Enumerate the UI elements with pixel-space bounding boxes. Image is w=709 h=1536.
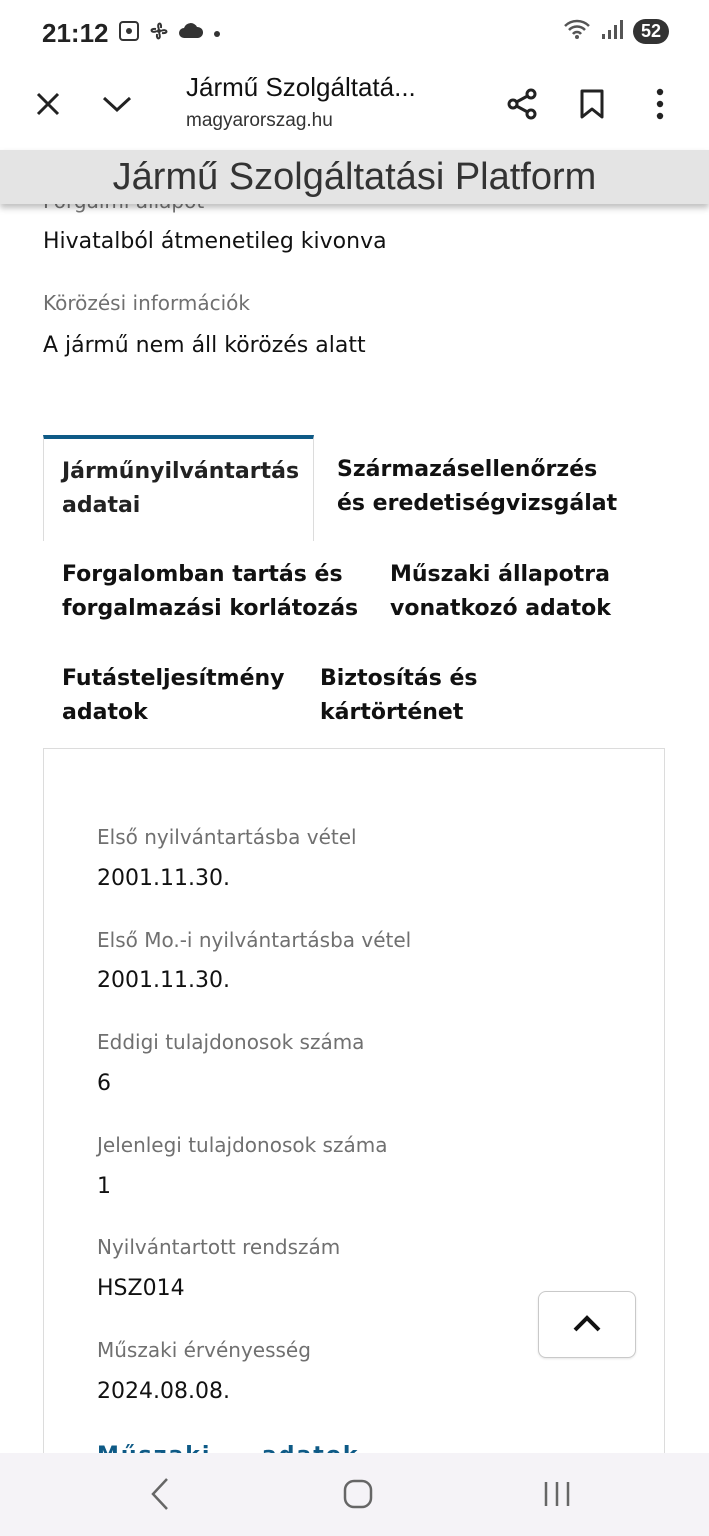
- browser-toolbar: [0, 66, 709, 150]
- scroll-to-top-button[interactable]: [538, 1291, 636, 1358]
- share-icon[interactable]: [498, 80, 546, 128]
- plate-number-label: Nyilvántartott rendszám: [97, 1235, 341, 1259]
- system-icons: [563, 18, 669, 44]
- plate-number-value: HSZ014: [97, 1276, 185, 1301]
- home-icon[interactable]: [328, 1469, 388, 1519]
- signal-icon: [601, 18, 623, 44]
- tab-label-line1: Biztosítás és: [320, 666, 478, 691]
- traffic-status-value: Hivatalból átmenetileg kivonva: [43, 229, 387, 254]
- tab-mileage[interactable]: [62, 662, 285, 730]
- tab-insurance[interactable]: [320, 662, 478, 730]
- first-registration-label: Első nyilvántartásba vétel: [97, 825, 357, 849]
- tab-origin-check[interactable]: [337, 453, 617, 521]
- screenshot-icon: [118, 20, 140, 46]
- tab-label-line1: Forgalomban tartás és: [62, 562, 343, 587]
- technical-validity-value: 2024.08.08.: [97, 1379, 230, 1404]
- tab-label-line2: adatok: [62, 700, 148, 725]
- tab-label-line2: forgalmazási korlátozás: [62, 596, 359, 621]
- first-hu-registration-label: Első Mo.-i nyilvántartásba vétel: [97, 928, 412, 952]
- banner-title: Jármű Szolgáltatási Platform: [112, 156, 597, 198]
- tab-label-line2: adatai: [62, 493, 141, 518]
- tab-label-line1: Járműnyilvántartás: [62, 459, 300, 484]
- technical-validity-label: Műszaki érvényesség: [97, 1338, 311, 1362]
- bookmark-icon[interactable]: [568, 80, 616, 128]
- theft-info-label: Körözési információk: [43, 291, 251, 315]
- wifi-icon: [563, 18, 591, 44]
- back-icon[interactable]: [130, 1469, 190, 1519]
- battery-badge: 52: [633, 19, 669, 44]
- chevron-down-icon[interactable]: [93, 80, 141, 128]
- status-bar: [0, 0, 709, 66]
- previous-owners-value: 6: [97, 1071, 111, 1096]
- more-icon[interactable]: [636, 80, 684, 128]
- fan-icon: [148, 20, 170, 46]
- previous-owners-label: Eddigi tulajdonosok száma: [97, 1030, 365, 1054]
- tab-label-line1: Műszaki állapotra: [390, 562, 610, 587]
- first-registration-value: 2001.11.30.: [97, 866, 230, 891]
- system-nav-bar: [0, 1453, 709, 1536]
- tab-label-line1: Futásteljesítmény: [62, 666, 285, 691]
- close-icon[interactable]: [24, 80, 72, 128]
- tab-label-line2: kártörténet: [320, 700, 464, 725]
- tab-registry-data[interactable]: [43, 435, 314, 541]
- tab-label-line1: Származásellenőrzés: [337, 457, 598, 482]
- tab-label-line2: és eredetiségvizsgálat: [337, 491, 618, 516]
- chevron-up-icon: [571, 1313, 603, 1337]
- tab-label-line2: vonatkozó adatok: [390, 596, 611, 621]
- tab-traffic-restrictions[interactable]: [62, 558, 358, 626]
- recents-icon[interactable]: [527, 1469, 587, 1519]
- theft-info-value: A jármű nem áll körözés alatt: [43, 333, 366, 358]
- first-hu-registration-value: 2001.11.30.: [97, 968, 230, 993]
- status-time: 21:12: [42, 18, 109, 48]
- site-banner: [0, 150, 709, 204]
- dot-icon: [212, 24, 222, 43]
- current-owners-value: 1: [97, 1174, 111, 1199]
- tab-title[interactable]: Jármű Szolgáltatá...: [186, 72, 416, 102]
- notification-icons: [118, 20, 222, 46]
- current-owners-label: Jelenlegi tulajdonosok száma: [97, 1133, 388, 1157]
- url-text[interactable]: magyarorszag.hu: [186, 110, 333, 131]
- tab-technical-condition[interactable]: [390, 558, 611, 626]
- cloud-icon: [178, 21, 204, 45]
